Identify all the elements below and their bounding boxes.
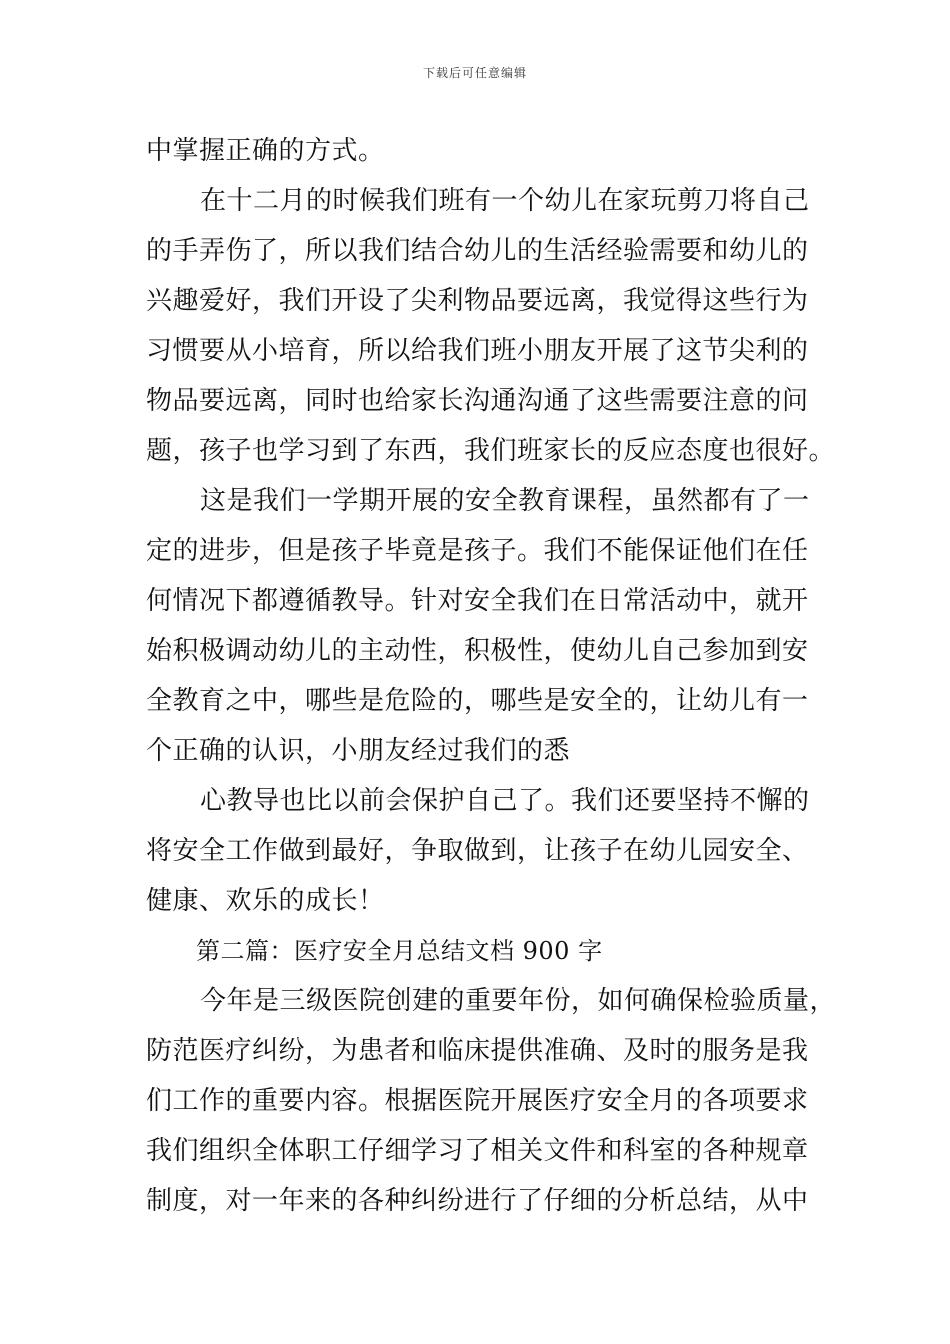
text-line: 定的进步，但是孩子毕竟是孩子。我们不能保证他们在任: [146, 536, 809, 566]
text-line: 兴趣爱好，我们开设了尖利物品要远离，我觉得这些行为: [146, 286, 809, 316]
text-line: 的手弄伤了，所以我们结合幼儿的生活经验需要和幼儿的: [146, 236, 809, 266]
text-line: 题，孩子也学习到了东西，我们班家长的反应态度也很好。: [146, 436, 836, 466]
text-line: 制度，对一年来的各种纠纷进行了仔细的分析总结，从中: [146, 1186, 809, 1216]
text-line: 中掌握正确的方式。: [146, 136, 385, 166]
text-line: 全教育之中，哪些是危险的，哪些是安全的，让幼儿有一: [146, 686, 809, 716]
section-heading: 第二篇：医疗安全月总结文档 900 字: [196, 937, 603, 965]
text-line: 习惯要从小培育，所以给我们班小朋友开展了这节尖利的: [146, 336, 809, 366]
text-line: 心教导也比以前会保护自己了。我们还要坚持不懈的: [200, 786, 810, 816]
text-line: 健康、欢乐的成长！: [146, 886, 385, 916]
text-line: 物品要远离，同时也给家长沟通沟通了这些需要注意的问: [146, 386, 809, 416]
text-line: 在十二月的时候我们班有一个幼儿在家玩剪刀将自己: [200, 186, 810, 216]
text-line: 个正确的认识，小朋友经过我们的悉: [146, 736, 571, 766]
text-line: 始积极调动幼儿的主动性，积极性，使幼儿自己参加到安: [146, 636, 809, 666]
text-line: 今年是三级医院创建的重要年份，如何确保检验质量，: [200, 986, 837, 1016]
text-line: 何情况下都遵循教导。针对安全我们在日常活动中，就开: [146, 586, 809, 616]
text-line: 这是我们一学期开展的安全教育课程，虽然都有了一: [200, 486, 810, 516]
text-line: 我们组织全体职工仔细学习了相关文件和科室的各种规章: [146, 1136, 809, 1166]
text-line: 将安全工作做到最好，争取做到，让孩子在幼儿园安全、: [146, 836, 809, 866]
text-line: 防范医疗纠纷，为患者和临床提供准确、及时的服务是我: [146, 1036, 809, 1066]
text-line: 们工作的重要内容。根据医院开展医疗安全月的各项要求: [146, 1086, 809, 1116]
page-header: 下载后可任意编辑: [422, 66, 527, 80]
